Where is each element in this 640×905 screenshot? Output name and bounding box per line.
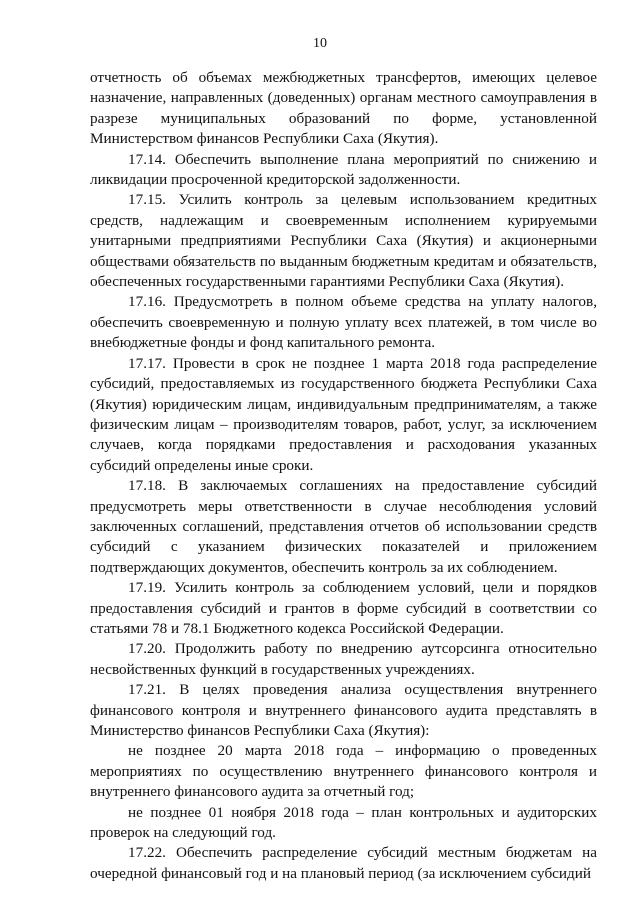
paragraph-17-21-item-1: не позднее 20 марта 2018 года – информацию о проведенных мероприятиях по осуществлению внутреннего финансового контроля и внутреннего финансового аудита за отчетный год; [90, 742, 597, 801]
paragraph-17-20: 17.20. Продолжить работу по внедрению аутсорсинга относительно несвойственных функций в государственных учреждениях. [90, 640, 597, 678]
paragraph-17-22: 17.22. Обеспечить распределение субсидий местным бюджетам на очередной финансовый год и на плановый период (за исключением субсидий [90, 844, 597, 882]
paragraph-17-17: 17.17. Провести в срок не позднее 1 марта 2018 года распределение субсидий, предоставляемых из государственного бюджета Республики Саха (Якутия) юридическим лицам, индивидуальным предпринимателям, а также физическим лицам – производителям товаров, работ, услуг, за исключением случаев, когда порядками предоставления и расходования указанных субсидий определены иные сроки. [90, 354, 597, 474]
paragraph-17-18: 17.18. В заключаемых соглашениях на предоставление субсидий предусмотреть меры ответственности в случае несоблюдения условий заключенных соглашений, представления отчетов об использовании средств субсидий с указанием физических показателей и приложением подтверждающих документов, обеспечить контроль за их соблюдением. [90, 477, 597, 576]
paragraph-17-14: 17.14. Обеспечить выполнение плана мероприятий по снижению и ликвидации просроченной кредиторской задолженности. [90, 150, 597, 189]
paragraph-17-21: 17.21. В целях проведения анализа осуществления внутреннего финансового контроля и внутреннего финансового аудита представлять в Министерство финансов Республики Саха (Якутия): [90, 681, 597, 739]
paragraph-17-21-item-2: не позднее 01 ноября 2018 года – план контрольных и аудиторских проверок на следующий год. [90, 803, 597, 842]
document-body [90, 68, 597, 884]
paragraph-continuation: отчетность об объемах межбюджетных трансфертов, имеющих целевое назначение, направленных (доведенных) органам местного самоуправления в разрезе муниципальных образований по форме, установленной Министерством финансов Республики Саха (Якутия). [90, 69, 597, 148]
page-number: 10 [313, 36, 327, 51]
paragraph-17-15: 17.15. Усилить контроль за целевым использованием кредитных средств, надлежащим и своевременным исполнением курируемыми унитарными предприятиями Республики Саха (Якутия) и акционерными обществами обязательств по выданным бюджетным кредитам и обязательств, обеспеченных государственными гарантиями Республики Саха (Якутия). [90, 191, 597, 291]
paragraph-17-16: 17.16. Предусмотреть в полном объеме средства на уплату налогов, обеспечить своевременную и полную уплату всех платежей, в том числе во внебюджетные фонды и фонд капитального ремонта. [90, 293, 597, 352]
paragraph-17-19: 17.19. Усилить контроль за соблюдением условий, цели и порядков предоставления субсидий и грантов в форме субсидий в соответствии со статьями 78 и 78.1 Бюджетного кодекса Российской Федерации. [90, 579, 597, 637]
